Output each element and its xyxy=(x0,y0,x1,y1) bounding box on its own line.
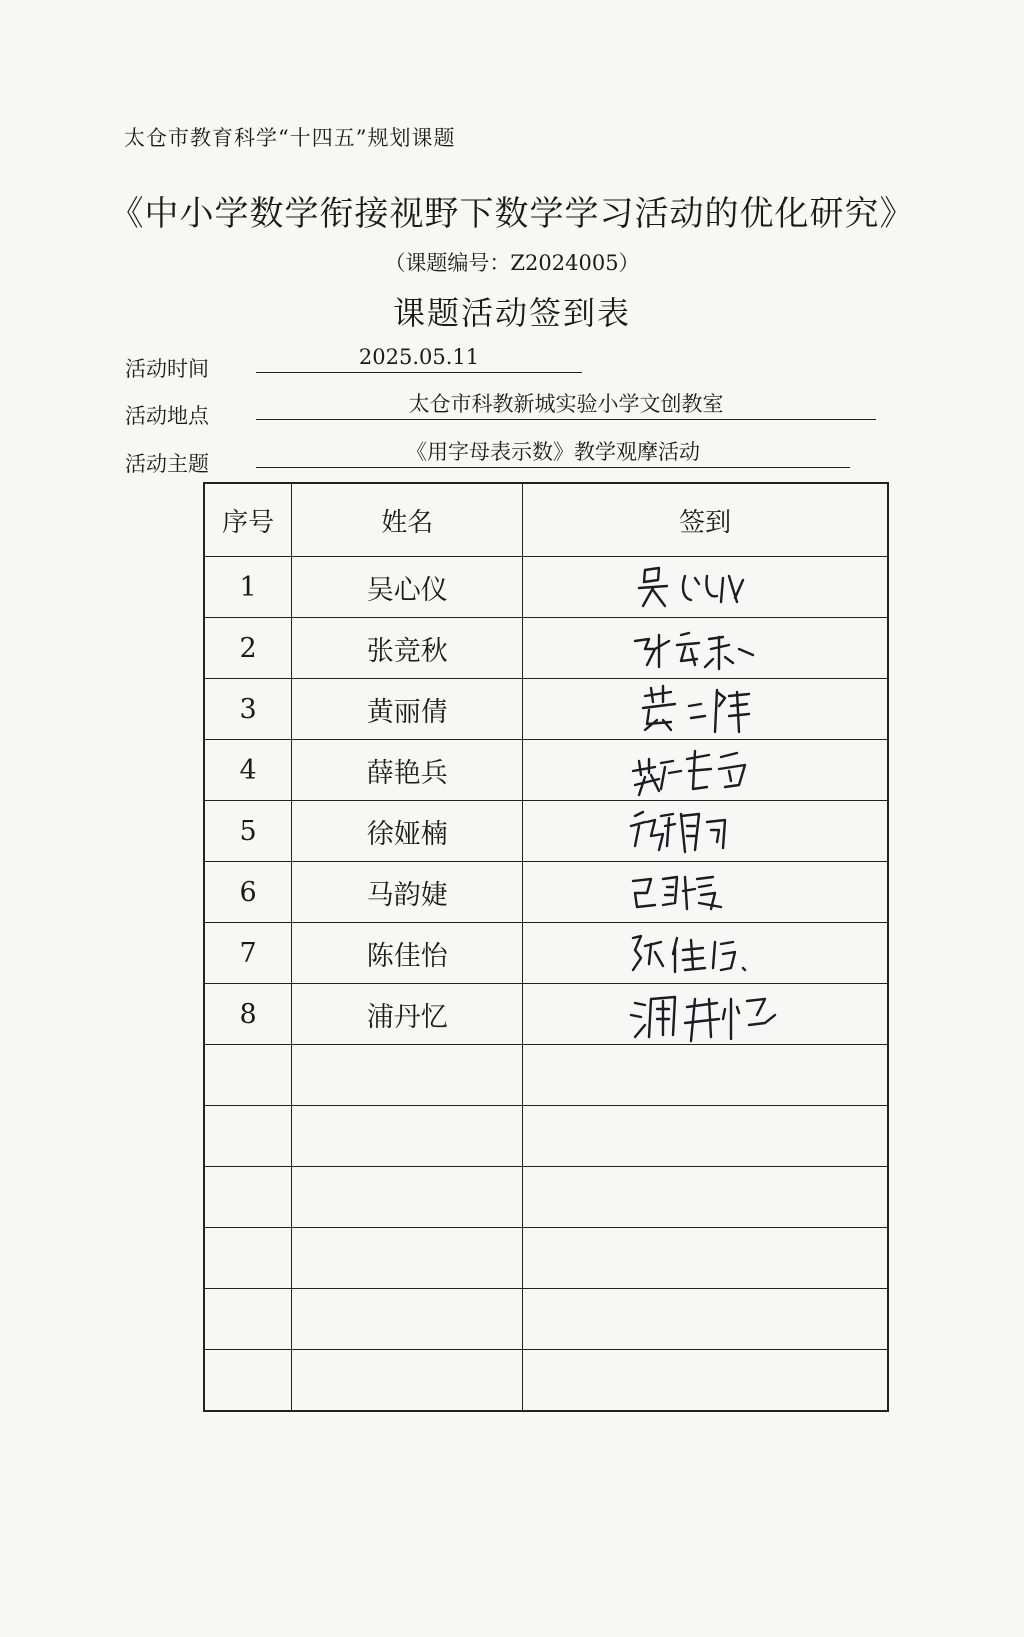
topic-label: 活动主题 xyxy=(125,452,209,476)
column-header-name: 姓名 xyxy=(292,483,523,557)
empty-row xyxy=(204,1167,888,1228)
row-name: 张竞秋 xyxy=(292,618,523,679)
table-row xyxy=(204,740,888,801)
sign-in-table xyxy=(203,482,889,1412)
form-title: 课题活动签到表 xyxy=(392,294,631,332)
table-header-row xyxy=(204,483,888,557)
row-signature xyxy=(523,923,888,984)
table-row xyxy=(204,923,888,984)
time-label: 活动时间 xyxy=(125,357,209,381)
row-number: 2 xyxy=(204,618,292,679)
row-number: 6 xyxy=(204,862,292,923)
row-signature xyxy=(523,679,888,740)
empty-cell xyxy=(204,1045,292,1106)
empty-cell xyxy=(292,1106,523,1167)
row-name: 徐娅楠 xyxy=(292,801,523,862)
row-signature xyxy=(523,557,888,618)
empty-row xyxy=(204,1350,888,1412)
empty-cell xyxy=(523,1289,888,1350)
row-number: 1 xyxy=(204,557,292,618)
table-row xyxy=(204,618,888,679)
row-name: 浦丹忆 xyxy=(292,984,523,1045)
table-row xyxy=(204,862,888,923)
empty-cell xyxy=(523,1228,888,1289)
empty-row xyxy=(204,1289,888,1350)
empty-cell xyxy=(204,1350,292,1412)
row-signature xyxy=(523,618,888,679)
table-row xyxy=(204,984,888,1045)
empty-cell xyxy=(292,1289,523,1350)
handwritten-signature xyxy=(625,741,785,799)
empty-cell xyxy=(523,1106,888,1167)
table-row xyxy=(204,801,888,862)
row-name: 陈佳怡 xyxy=(292,923,523,984)
handwritten-signature xyxy=(625,863,785,921)
empty-cell xyxy=(204,1106,292,1167)
row-name: 马韵婕 xyxy=(292,862,523,923)
row-number: 5 xyxy=(204,801,292,862)
place-label: 活动地点 xyxy=(125,404,209,428)
program-name: 太仓市教育科学“十四五”规划课题 xyxy=(124,126,456,150)
topic-value: 《用字母表示数》教学观摩活动 xyxy=(256,439,850,468)
place-value: 太仓市科教新城实验小学文创教室 xyxy=(256,391,876,420)
row-number: 7 xyxy=(204,923,292,984)
empty-cell xyxy=(292,1350,523,1412)
table-row xyxy=(204,679,888,740)
row-number: 8 xyxy=(204,984,292,1045)
empty-cell xyxy=(523,1167,888,1228)
empty-cell xyxy=(523,1350,888,1412)
handwritten-signature xyxy=(625,558,785,616)
table-row xyxy=(204,557,888,618)
row-name: 吴心仪 xyxy=(292,557,523,618)
empty-cell xyxy=(292,1228,523,1289)
handwritten-signature xyxy=(625,802,785,860)
empty-cell xyxy=(204,1228,292,1289)
empty-row xyxy=(204,1228,888,1289)
project-title: 《中小学数学衔接视野下数学学习活动的优化研究》 xyxy=(109,194,915,234)
empty-row xyxy=(204,1045,888,1106)
row-signature xyxy=(523,740,888,801)
row-number: 4 xyxy=(204,740,292,801)
project-code: （课题编号：Z2024005） xyxy=(384,251,640,275)
empty-cell xyxy=(204,1289,292,1350)
empty-row xyxy=(204,1106,888,1167)
column-header-number: 序号 xyxy=(204,483,292,557)
row-number: 3 xyxy=(204,679,292,740)
empty-cell xyxy=(523,1045,888,1106)
handwritten-signature xyxy=(625,985,785,1043)
empty-cell xyxy=(204,1167,292,1228)
row-signature xyxy=(523,801,888,862)
handwritten-signature xyxy=(625,619,785,677)
time-value: 2025.05.11 xyxy=(256,344,582,373)
row-signature xyxy=(523,984,888,1045)
empty-cell xyxy=(292,1045,523,1106)
column-header-signature: 签到 xyxy=(523,483,888,557)
empty-cell xyxy=(292,1167,523,1228)
row-signature xyxy=(523,862,888,923)
row-name: 薛艳兵 xyxy=(292,740,523,801)
handwritten-signature xyxy=(625,680,785,738)
row-name: 黄丽倩 xyxy=(292,679,523,740)
handwritten-signature xyxy=(625,924,785,982)
